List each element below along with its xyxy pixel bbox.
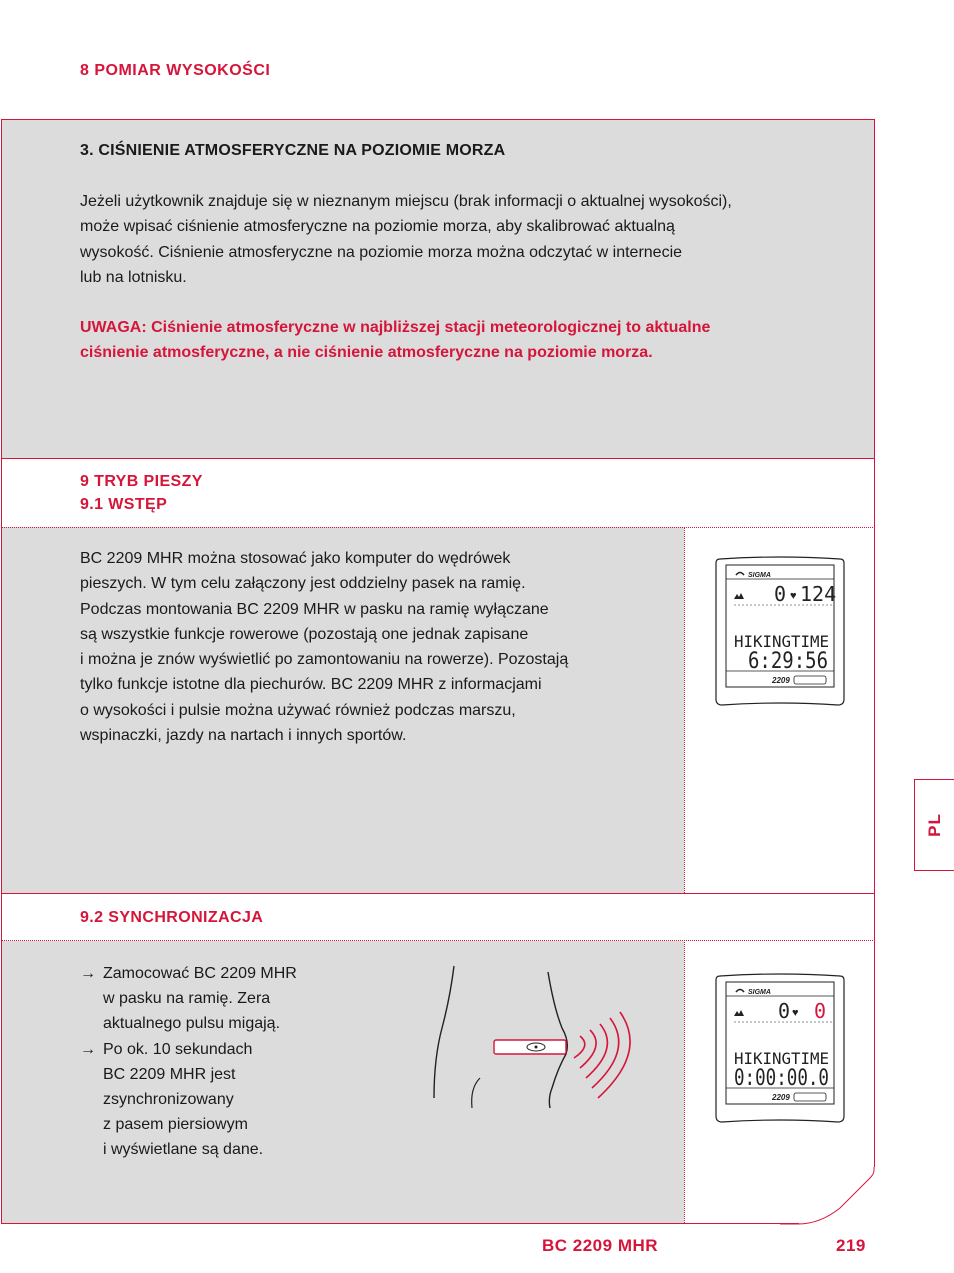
text-line: tylko funkcje istotne dla piechurów. BC 2209 MHR z informacjami (80, 676, 542, 694)
display-pulse-blinking: 0 (814, 999, 827, 1023)
divider-hiking (1, 458, 875, 459)
display-time: 6:29:56 (748, 649, 828, 674)
divider-sync-vertical (684, 940, 685, 1223)
chest-strap-illustration (420, 958, 650, 1138)
footer-product: BC 2209 MHR (542, 1236, 659, 1255)
note-line: UWAGA: Ciśnienie atmosferyczne w najbliższej stacji meteorologicznej to aktualne (80, 319, 711, 336)
hiking-heading (80, 470, 203, 516)
divider-hiking-vertical (684, 527, 685, 893)
text-line: aktualnego pulsu migają. (103, 1015, 281, 1033)
display-label: HIKINGTIME (734, 1049, 829, 1068)
frame-top (1, 119, 875, 120)
text-line: wspinaczki, jazdy na nartach i innych sportów. (80, 727, 407, 745)
divider-hiking-dotted (1, 527, 875, 528)
bike-computer-display-sync (714, 972, 846, 1126)
text-line: zsynchronizowany (103, 1091, 234, 1109)
text-line: pieszych. W tym celu załączony jest oddzielny pasek na ramię. (80, 575, 526, 593)
hiking-heading-2: 9.1 WSTĘP (80, 496, 168, 513)
heart-icon: ♥ (792, 1007, 799, 1019)
text-line: i można je znów wyświetlić po zamontowaniu na rowerze). Pozostają (80, 651, 569, 669)
text-line: Po ok. 10 sekundach (103, 1040, 253, 1058)
model-number: 2209 (772, 1093, 790, 1102)
bike-computer-display-hiking (714, 555, 846, 709)
pressure-body (80, 189, 732, 290)
arrow-right-icon: → (80, 965, 96, 982)
sync-steps (80, 961, 297, 1163)
list-item (80, 961, 297, 1037)
chapter-title: 8 POMIAR WYSOKOŚCI (80, 62, 271, 79)
brand-logo: SIGMA (748, 572, 771, 579)
language-label: PL (924, 813, 944, 837)
frame-left (1, 119, 2, 1224)
text-line: wysokość. Ciśnienie atmosferyczne na poziomie morza można odczytać w internecie (80, 243, 683, 261)
display-top-value: 0 (778, 999, 791, 1023)
list-item (80, 1037, 297, 1163)
display-pulse: 124 (800, 582, 837, 606)
brand-logo: SIGMA (748, 989, 771, 996)
text-line: Zamocować BC 2209 MHR (103, 965, 297, 982)
sync-heading: 9.2 SYNCHRONIZACJA (80, 909, 264, 926)
text-line: i wyświetlane są dane. (103, 1141, 264, 1159)
frame-bottom (1, 1223, 799, 1224)
text-line: lub na lotnisku. (80, 268, 187, 286)
text-line: w pasku na ramię. Zera (103, 990, 271, 1008)
divider-sync (1, 893, 875, 894)
hiking-body (80, 546, 568, 748)
text-line: BC 2209 MHR można stosować jako komputer do wędrówek (80, 550, 511, 567)
display-label: HIKINGTIME (734, 632, 829, 651)
display-time: 0:00:00.0 (734, 1066, 829, 1091)
text-line: z pasem piersiowym (103, 1116, 248, 1134)
heart-icon: ♥ (790, 590, 797, 602)
pressure-note (80, 315, 710, 366)
frame-right (874, 119, 875, 1167)
frame-corner (780, 1160, 880, 1230)
text-line: Podczas montowania BC 2209 MHR w pasku na ramię wyłączane (80, 600, 549, 618)
page-number: 219 (836, 1236, 866, 1255)
hiking-heading-1: 9 TRYB PIESZY (80, 473, 203, 490)
arrow-right-icon: → (80, 1040, 96, 1058)
text-line: Jeżeli użytkownik znajduje się w nieznanym miejscu (brak informacji o aktualnej wysokości), (80, 193, 732, 210)
language-tab (914, 779, 954, 871)
divider-sync-dotted (1, 940, 875, 941)
pressure-title: 3. CIŚNIENIE ATMOSFERYCZNE NA POZIOMIE MORZA (80, 142, 506, 159)
text-line: może wpisać ciśnienie atmosferyczne na poziomie morza, aby skalibrować aktualną (80, 218, 675, 236)
text-line: BC 2209 MHR jest (103, 1065, 236, 1083)
display-top-value: 0 (774, 582, 787, 606)
text-line: o wysokości i pulsie można używać również podczas marszu, (80, 701, 516, 719)
note-line: ciśnienie atmosferyczne, a nie ciśnienie atmosferyczne na poziomie morza. (80, 344, 653, 362)
text-line: są wszystkie funkcje rowerowe (pozostają one jednak zapisane (80, 625, 529, 643)
model-number: 2209 (772, 676, 790, 685)
